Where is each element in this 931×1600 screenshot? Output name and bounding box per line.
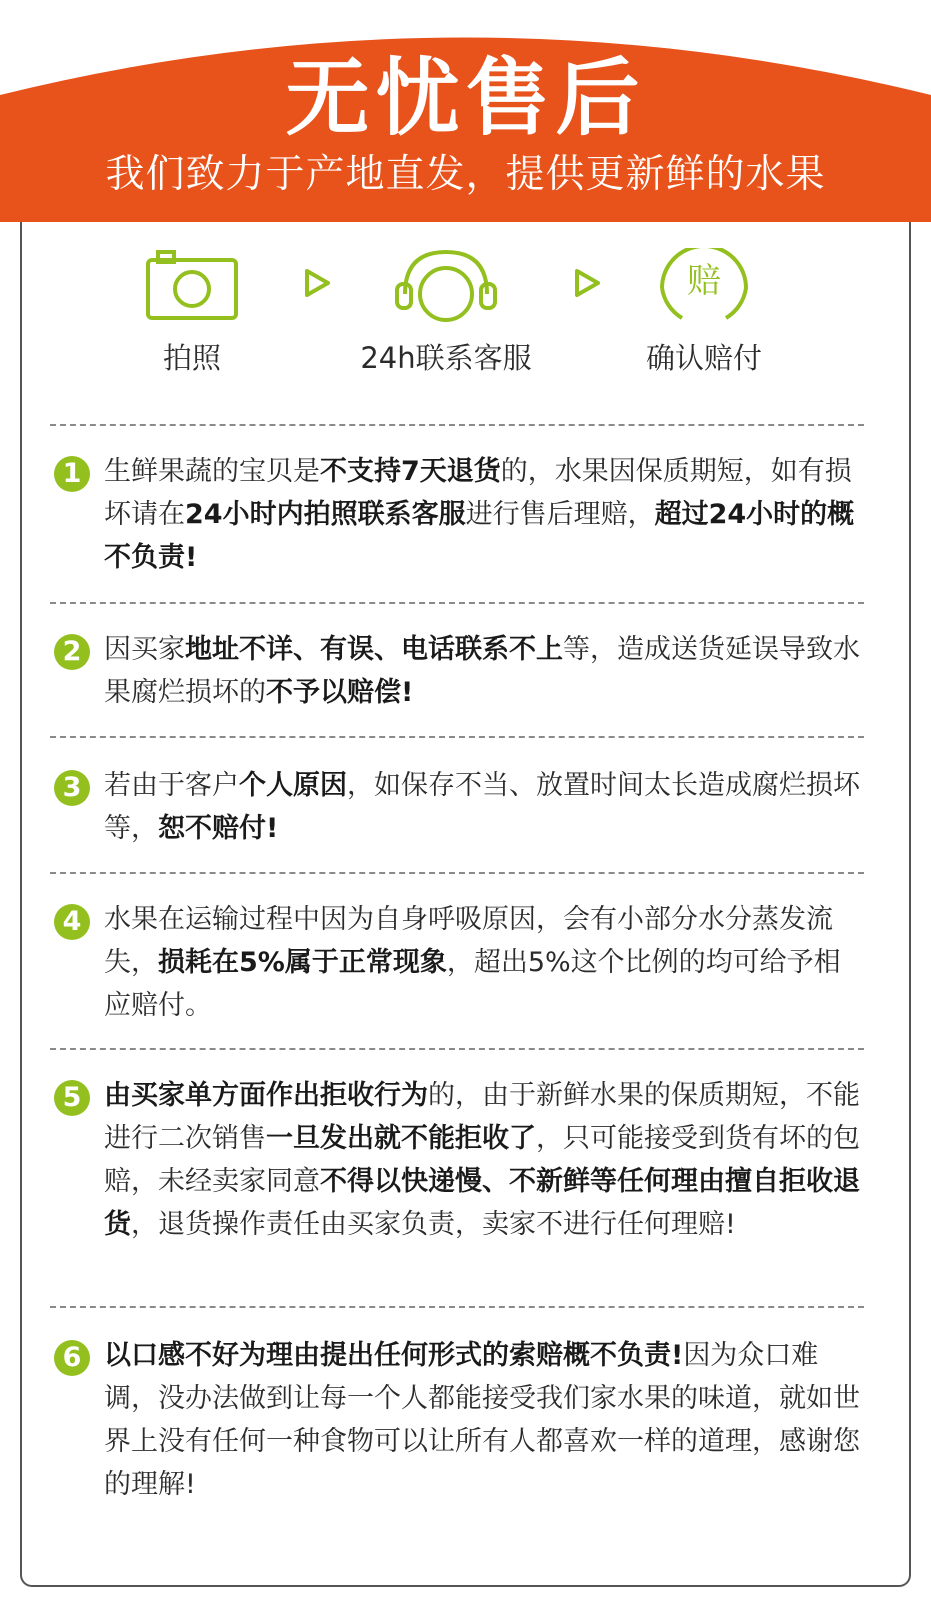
rule-segment: 因买家 [104,634,185,665]
dashed-divider [50,602,864,604]
rule-text [104,1334,864,1506]
rule-number-badge: 3 [54,770,90,806]
rule-number-badge: 1 [54,456,90,492]
rule-emphasis: 以口感不好为理由提出任何形式的索赔概不负责! [104,1340,684,1371]
page-subtitle: 我们致力于产地直发，提供更新鲜的水果 [105,152,826,197]
rule-emphasis: 恕不赔付! [158,813,279,844]
rule-number-badge: 6 [54,1340,90,1376]
rule-segment: ，只可能接受到货有坏的包赔，未经卖家同意 [104,1123,860,1197]
rule-segment: 的，水果因保质期短，如有损坏请在 [104,456,852,530]
rule-emphasis: 不予以赔偿! [266,677,414,708]
rule-emphasis: 不得以快递慢、不新鲜等任何理由擅自拒收退货 [104,1166,860,1240]
rule-emphasis: 24小时内拍照联系客服 [185,499,466,530]
step-label: 确认赔付 [645,341,762,375]
compensation-glyph: 赔 [687,261,721,301]
rule-item [50,628,864,714]
rule-segment: 水果在运输过程中因为自身呼吸原因，会有小部分水分蒸发流失， [104,904,833,978]
step-label: 24h联系客服 [360,341,532,375]
rule-emphasis: 由买家单方面作出拒收行为 [104,1080,428,1111]
rule-text [104,628,864,714]
rule-text [104,450,864,579]
rule-text [104,898,864,1027]
rule-item [50,764,864,850]
rule-segment: 的，由于新鲜水果的保质期短，不能进行二次销售 [104,1080,860,1154]
dashed-divider [50,424,864,426]
rule-text [104,1074,864,1246]
rule-segment: ，退货操作责任由买家负责，卖家不进行任何理赔! [131,1209,736,1240]
rule-number-badge: 4 [54,904,90,940]
dashed-divider [50,872,864,874]
dashed-divider [50,1048,864,1050]
rule-item [50,450,864,579]
rule-emphasis: 超过24小时的概不负责! [104,499,855,573]
arrow-right-icon [572,268,602,298]
rule-emphasis: 不支持7天退货 [320,456,501,487]
step-customer-service [346,248,546,376]
rule-emphasis: 地址不详、有误、电话联系不上 [185,634,563,665]
rule-number-badge: 5 [54,1080,90,1116]
rule-segment: 等，造成送货延误导致水果腐烂损坏的 [104,634,860,708]
rule-number-badge: 2 [54,634,90,670]
rule-text [104,764,864,850]
dashed-divider [50,736,864,738]
arrow-right-icon [302,268,332,298]
rule-segment: 若由于客户 [104,770,239,801]
rule-segment: ，超出5%这个比例的均可给予相应赔付。 [104,947,841,1021]
header-banner [0,0,931,240]
headset-icon [391,248,501,322]
step-label: 拍照 [162,341,221,375]
page-title: 无忧售后 [285,49,646,147]
rule-segment: ，如保存不当、放置时间太长造成腐烂损坏等， [104,770,860,844]
step-compensation [604,248,804,376]
rule-item [50,1074,864,1246]
camera-icon [144,248,240,322]
rule-emphasis: 个人原因 [239,770,347,801]
rule-segment: 生鲜果蔬的宝贝是 [104,456,320,487]
rule-emphasis: 一旦发出就不能拒收了 [266,1123,536,1154]
step-photo [92,248,292,376]
rule-segment: 因为众口难调，没办法做到让每一个人都能接受我们家水果的味道，就如世界上没有任何一种食物可以让所有人都喜欢一样的道理，感谢您的理解! [104,1340,860,1500]
rule-emphasis: 损耗在5%属于正常现象 [158,947,447,978]
compensation-icon [656,248,752,322]
dashed-divider [50,1306,864,1308]
rule-item [50,898,864,1027]
rule-segment: 进行售后理赔， [465,499,655,530]
rule-item [50,1334,864,1506]
